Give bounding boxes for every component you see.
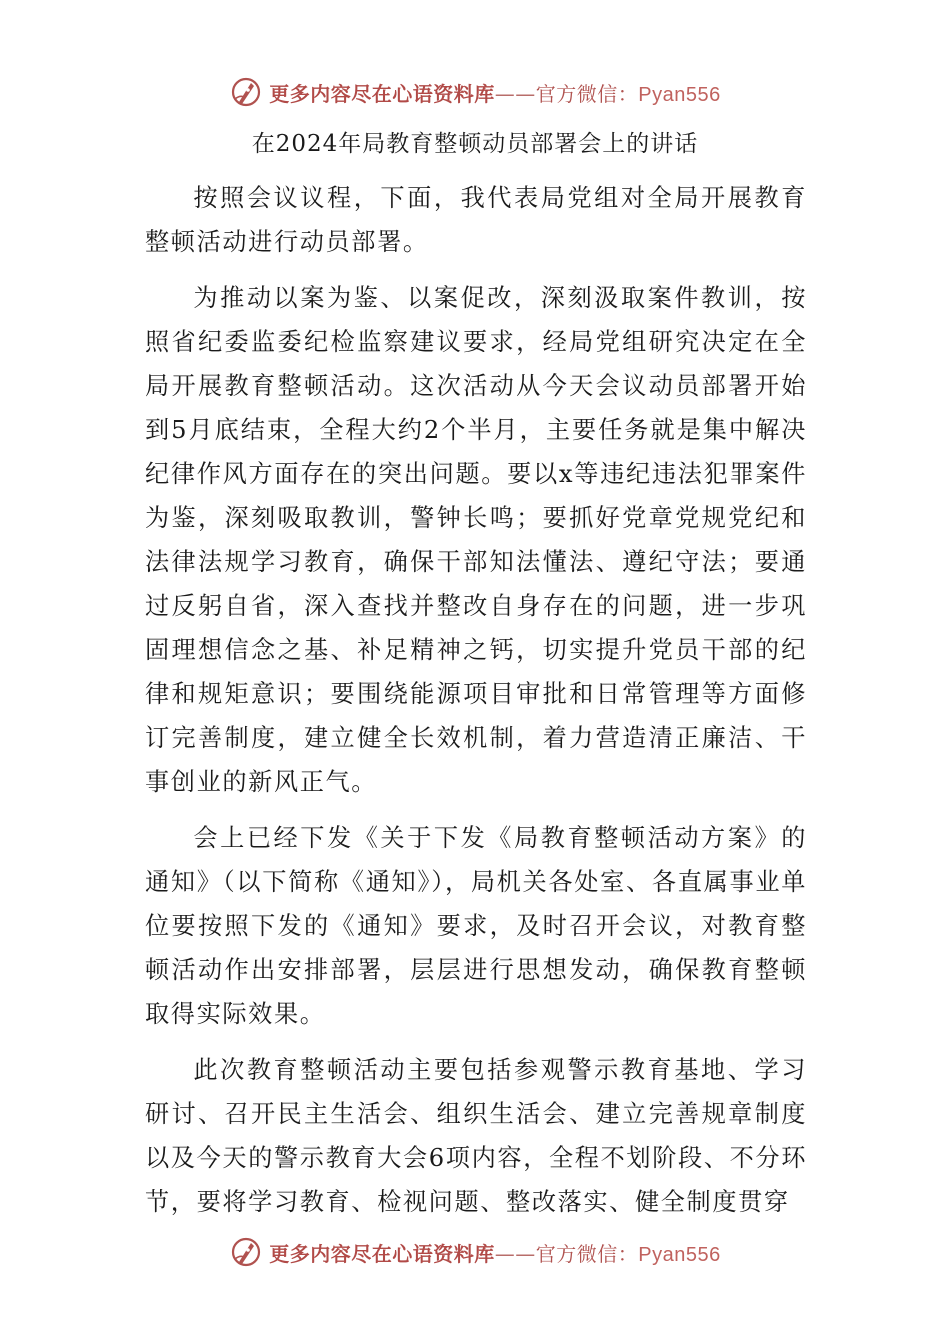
watermark-text [269,1238,720,1267]
watermark-contact-label: 官方微信： [535,1241,639,1266]
pen-nib-logo-icon [229,1235,263,1269]
watermark-brand: 更多内容尽在心语资料库 [269,81,495,106]
watermark-contact-id: Pyan556 [638,83,721,106]
watermark-contact-id: Pyan556 [638,1243,721,1266]
watermark-separator: —— [494,1241,536,1266]
paragraph: 此次教育整顿活动主要包括参观警示教育基地、学习研讨、召开民主生活会、组织生活会、建立完善规章制度以及今天的警示教育大会6项内容，全程不划阶段、不分环节，要将学习教育、检视问题、整改落实、健全制度贯穿 [145,1056,807,1216]
paragraph: 为推动以案为鉴、以案促改，深刻汲取案件教训，按照省纪委监委纪检监察建议要求，经局党组研究决定在全局开展教育整顿活动。这次活动从今天会议动员部署开始到5月底结束，全程大约2个半月，主要任务就是集中解决纪律作风方面存在的突出问题。要以x等违纪违法犯罪案件为鉴，深刻吸取教训，警钟长鸣；要抓好党章党规党纪和法律法规学习教育，确保干部知法懂法、遵纪守法；要通过反躬自省，深入查找并整改自身存在的问题，进一步巩固理想信念之基、补足精神之钙，切实提升党员干部的纪律和规矩意识；要围绕能源项目审批和日常管理等方面修订完善制度，建立健全长效机制，着力营造清正廉洁、干事创业的新风正气。 [145,284,807,796]
document-title: 在2024年局教育整顿动员部署会上的讲话 [251,131,699,157]
watermark-footer [0,1232,950,1272]
pen-nib-logo-icon [229,75,263,109]
watermark-separator: —— [494,81,536,106]
watermark-header [0,72,950,112]
watermark-text [269,78,720,107]
watermark-brand: 更多内容尽在心语资料库 [269,1241,495,1266]
document-body [145,176,807,1236]
paragraph: 会上已经下发《关于下发《局教育整顿活动方案》的通知》（以下简称《通知》），局机关各处室、各直属事业单位要按照下发的《通知》要求，及时召开会议，对教育整顿活动作出安排部署，层层进行思想发动，确保教育整顿取得实际效果。 [145,824,807,1028]
watermark-contact-label: 官方微信： [535,81,639,106]
paragraph: 按照会议议程，下面，我代表局党组对全局开展教育整顿活动进行动员部署。 [145,184,807,256]
